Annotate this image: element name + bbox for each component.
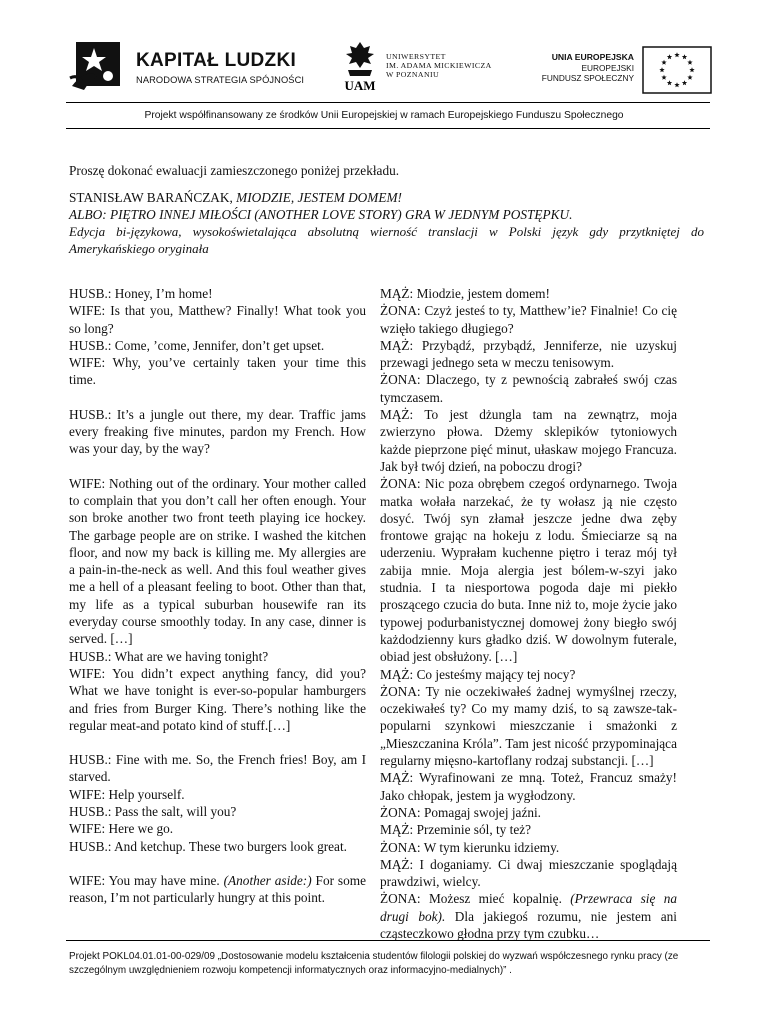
eu-text bbox=[542, 52, 634, 84]
dialogue-line bbox=[380, 475, 677, 665]
dialogue-line bbox=[380, 683, 677, 769]
uam-line: IM. ADAMA MICKIEWICZA bbox=[386, 61, 492, 70]
line-text: ŻONA: Czyż jesteś to ty, Matthew’ie? Finalnie! Co cię wzięło takiego długiego? bbox=[380, 303, 677, 336]
line-text: HUSB.: What are we having tonight? bbox=[69, 648, 269, 664]
line-text: HUSB.: Honey, I’m home! bbox=[69, 286, 213, 301]
footer-note: Projekt POKL04.01.01-00-029/09 „Dostosowanie modelu kształcenia studentów filologii polskiej do wyzwań współczesnego rynku pracy (ze szczególnym uwzględnieniem rozwoju kompetencji informatycznych oraz informacyjno-medialnych)” . bbox=[69, 951, 679, 976]
eu-flag-icon bbox=[642, 46, 712, 94]
line-text: ŻONA: Nic poza obrębem czegoś ordynarnego. Twoja matka wołała narzekać, że ty wołasz ją nie często dosyć. Twój syn złamał jeszcze jedne dwa zęby frontowe grając na hokeju z lodu. Śmieciarze są na uderzeniu. Wyprałam kuchenne piętro i teraz mój tył zabija mnie. Moja alergia jest bólem-w-szyi jako studnia. I ta niesportowa pogoda daje mi piekło proszącego czucia do buta. Inne niż to, moje życie jako typowej podurbanistycznej domowej żony biegło swój każdodzienny kurs gładko dziś. W dowolnym futerale, obiad jest obsłużony. […] bbox=[380, 476, 677, 665]
header-divider bbox=[66, 102, 710, 103]
dialogue-line bbox=[69, 337, 366, 354]
dialogue-line bbox=[69, 354, 366, 389]
line-text: ŻONA: W tym kierunku idziemy. bbox=[380, 839, 560, 855]
line-text: WIFE: Help yourself. bbox=[69, 786, 185, 802]
line-text: HUSB.: It’s a jungle out there, my dear. Traffic jams every freaking five minutes, pardon my French. How was your day, by the way? bbox=[69, 406, 366, 457]
instruction: Proszę dokonać ewaluacji zamieszczonego poniżej przekładu. bbox=[69, 163, 400, 178]
english-column bbox=[69, 285, 366, 907]
dialogue-line bbox=[69, 648, 366, 665]
line-text: ŻONA: Ty nie oczekiwałeś żadnej wymyślnej rzeczy, oczekiwałeś ty? Co my mamy dziś, to są zawsze-tak-popularni szynkowi mieszczanie i smażonki z „Mieszczanina Króla”. Tam jest nicość przypominająca regularny mięsno-kartoflany rodzaj substancji. […] bbox=[380, 683, 677, 769]
line-text: HUSB.: Pass the salt, will you? bbox=[69, 804, 237, 820]
line-text: MĄŻ: Wyrafinowani ze mną. Toteż, Francuz smaży! Jako chłopak, jestem ja wygłodzony. bbox=[380, 770, 677, 803]
uam-line: W POZNANIU bbox=[386, 70, 440, 79]
line-text: HUSB.: Fine with me. So, the French fries! Boy, am I starved. bbox=[69, 752, 366, 785]
dialogue-line bbox=[69, 751, 366, 786]
line-text: WIFE: Here we go. bbox=[69, 821, 174, 837]
dialogue-line bbox=[69, 786, 366, 803]
line-text: WIFE: You may have mine. bbox=[69, 872, 224, 888]
line-text: MĄŻ: Co jesteśmy mający tej nocy? bbox=[380, 666, 576, 682]
line-text: ŻONA: Możesz mieć kopalnię. bbox=[380, 891, 571, 907]
footer-divider bbox=[66, 940, 710, 941]
line-text: MĄŻ: I doganiamy. Ci dwaj mieszczanie spoglądają prawdziwi, wielcy. bbox=[380, 856, 677, 890]
work-title bbox=[69, 189, 704, 206]
dialogue-line bbox=[380, 839, 677, 856]
line-text: HUSB.: Come, ’come, Jennifer, don’t get upset. bbox=[69, 337, 325, 353]
intro-section bbox=[69, 162, 704, 257]
kapital-ludzki-title: KAPITAŁ LUDZKI bbox=[136, 50, 297, 71]
line-text: WIFE: Why, you’ve certainly taken your time this time. bbox=[69, 355, 366, 388]
dialogue-line bbox=[380, 406, 677, 475]
work-author: STANISŁAW BARAŃCZAK, bbox=[69, 190, 233, 205]
dialogue-line bbox=[69, 803, 366, 820]
page-header bbox=[66, 36, 710, 100]
line-text: Dla jakiegoś rozumu, nie jestem ani cząsteczkowo głodna przy tym czubku… bbox=[380, 908, 677, 941]
dialogue-line bbox=[380, 337, 677, 372]
dialogue-line bbox=[380, 302, 677, 337]
line-text: HUSB.: And ketchup. These two burgers look great. bbox=[69, 838, 347, 854]
line-text: MĄŻ: To jest dżungla tam na zewnątrz, moja zwierzyno płowa. Dżemy sklepików tytoniowych każde pieprzone pięć minut, ułaskaw mojego Francuza. Jak był twój dzień, na poboczu drogi? bbox=[380, 407, 677, 474]
line-text: ŻONA: Dlaczego, ty z pewnością zabrałeś swój czas tymczasem. bbox=[380, 372, 677, 405]
eu-line: EUROPEJSKI bbox=[581, 62, 634, 73]
kapital-ludzki-emblem-icon bbox=[68, 38, 124, 94]
uam-name bbox=[386, 52, 492, 79]
dialogue-line bbox=[69, 285, 366, 302]
uam-mark: UAM bbox=[344, 78, 376, 93]
line-text: ŻONA: Pomagaj swojej jaźni. bbox=[380, 804, 542, 820]
header-divider bbox=[66, 128, 710, 129]
dialogue-line bbox=[380, 890, 677, 942]
dialogue-line bbox=[69, 302, 366, 337]
dialogue-line bbox=[380, 769, 677, 804]
dialogue-line bbox=[69, 872, 366, 907]
dialogue-line bbox=[380, 856, 677, 891]
line-text: MĄŻ: Przybądź, przybądź, Jenniferze, nie uzyskuj przewagi jednego seta w meczu tenisowym. bbox=[380, 337, 677, 371]
dialogue-line bbox=[380, 804, 677, 821]
kapital-ludzki-subtitle: NARODOWA STRATEGIA SPÓJNOŚCI bbox=[136, 75, 305, 85]
cofinancing-note: Projekt współfinansowany ze środków Unii Europejskiej w ramach Europejskiego Funduszu Społecznego bbox=[144, 110, 624, 121]
line-text: WIFE: Nothing out of the ordinary. Your mother called to complain that you don’t call her often enough. Your son broke another two front teeth playing ice hockey. The garbage people are on strike. I washed the kitchen floor, and now my back is killing me. My allergies are a pain-in-the-neck as well. And this foul weather gives me a hell of a pleasant feeling to boot. Other than that, my life as a typical suburban housewife ran its everyday course smoothly today. In any case, dinner is served. […] bbox=[69, 475, 366, 647]
dialogue-line bbox=[380, 666, 677, 683]
eu-line: FUNDUSZ SPOŁECZNY bbox=[541, 73, 634, 83]
dialogue-line bbox=[380, 285, 677, 302]
stage-direction: (Another aside:) bbox=[223, 872, 312, 888]
line-text: MĄŻ: Przeminie sól, ty też? bbox=[380, 822, 532, 838]
dialogue-line bbox=[69, 665, 366, 734]
work-title-text: MIODZIE, JESTEM DOMEM! bbox=[236, 190, 402, 205]
stage-direction: (Przewraca się na drugi bok). bbox=[380, 891, 677, 924]
line-text: For some reason, I’m not particularly hungry at this point. bbox=[69, 872, 366, 906]
dialogue-line bbox=[69, 475, 366, 648]
dialogue-line bbox=[69, 406, 366, 458]
line-text: MĄŻ: Miodzie, jestem domem! bbox=[380, 286, 550, 301]
uam-crest-icon bbox=[340, 40, 380, 94]
uam-line: UNIWERSYTET bbox=[386, 52, 446, 61]
polish-column bbox=[380, 285, 677, 942]
edition-note: Edycja bi-językowa, wysokoświetalająca absolutną wierność translacji w Polski język gdy przytkniętej do Amerykańskiego oryginała bbox=[69, 224, 704, 256]
dialogue-line bbox=[69, 820, 366, 837]
dialogue-line bbox=[69, 838, 366, 855]
dialogue-line bbox=[380, 821, 677, 838]
dialogue-line bbox=[380, 371, 677, 406]
line-text: WIFE: You didn’t expect anything fancy, did you? What we have tonight is ever-so-popular hamburgers and fries from Burger King. There’s nothing like the regular meat-and potato kind of stuff.[…] bbox=[69, 665, 366, 733]
work-subtitle: ALBO: PIĘTRO INNEJ MIŁOŚCI (ANOTHER LOVE STORY) GRA W JEDNYM POSTĘPKU. bbox=[69, 207, 573, 222]
line-text: WIFE: Is that you, Matthew? Finally! What took you so long? bbox=[69, 303, 366, 336]
eu-title: UNIA EUROPEJSKA bbox=[551, 52, 634, 62]
kapital-ludzki-logo bbox=[68, 38, 338, 100]
eu-logo bbox=[522, 44, 712, 100]
uam-logo bbox=[338, 40, 518, 100]
